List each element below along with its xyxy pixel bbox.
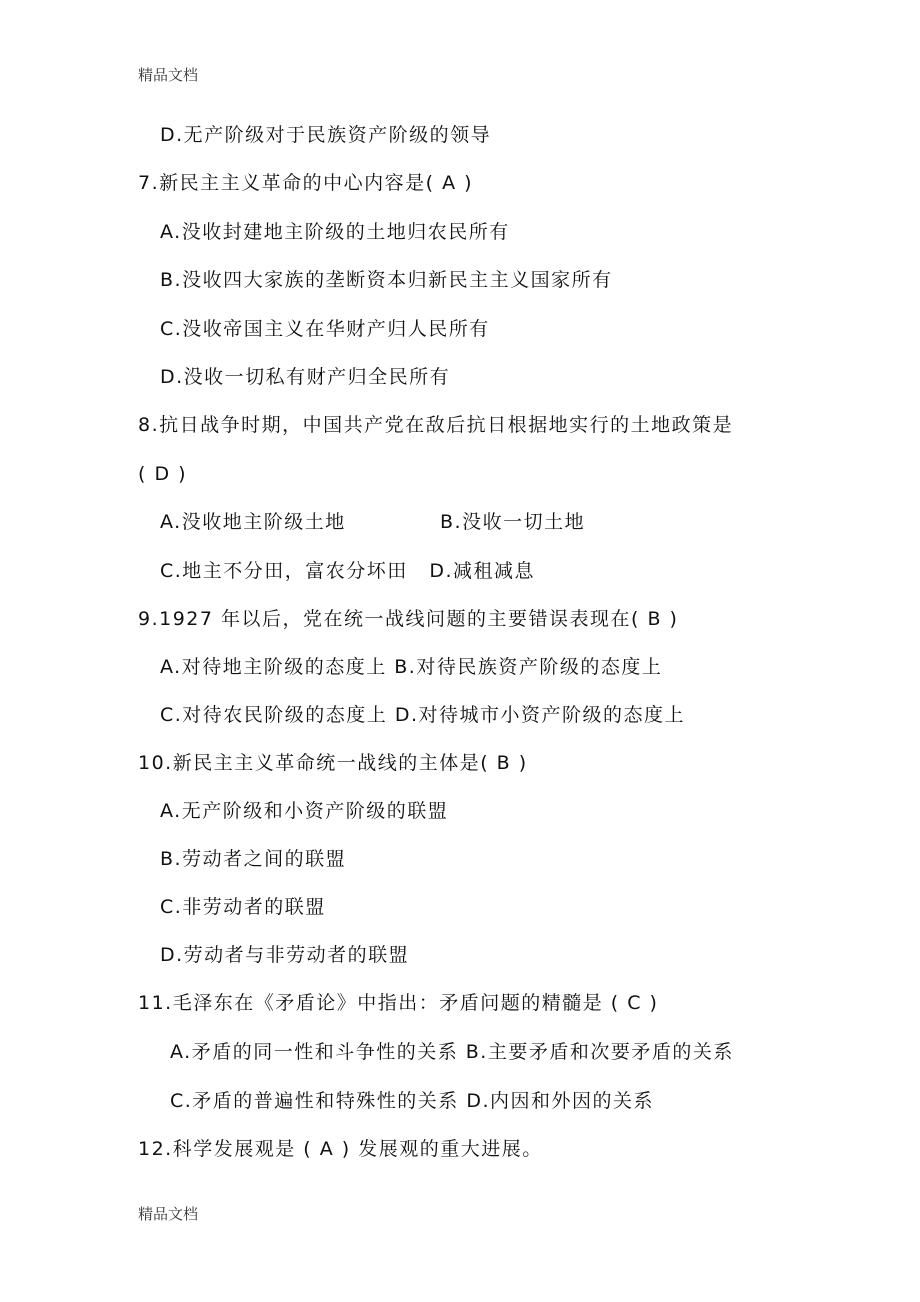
q11-options-row-1: A.矛盾的同一性和斗争性的关系 B.主要矛盾和次要矛盾的关系 bbox=[170, 1041, 734, 1063]
q10-question: 10.新民主主义革命统一战线的主体是( B ) bbox=[138, 752, 528, 774]
q8-option-b: B.没收一切土地 bbox=[440, 511, 586, 533]
q11-question: 11.毛泽东在《矛盾论》中指出：矛盾问题的精髓是 ( C ) bbox=[138, 992, 659, 1014]
q7-option-c: C.没收帝国主义在华财产归人民所有 bbox=[160, 318, 490, 340]
q7-option-b: B.没收四大家族的垄断资本归新民主主义国家所有 bbox=[160, 269, 613, 291]
q8-option-a: A.没收地主阶级土地 bbox=[160, 511, 346, 533]
q9-options-row-2: C.对待农民阶级的态度上 D.对待城市小资产阶级的态度上 bbox=[160, 704, 686, 726]
q10-option-c: C.非劳动者的联盟 bbox=[160, 896, 326, 918]
page-header: 精品文档 bbox=[138, 66, 199, 84]
q8-answer: ( D ) bbox=[138, 463, 188, 485]
q8-options-row-2 bbox=[160, 557, 535, 585]
q11-options-row-2: C.矛盾的普遍性和特殊性的关系 D.内因和外因的关系 bbox=[170, 1090, 655, 1112]
q10-option-d: D.劳动者与非劳动者的联盟 bbox=[160, 944, 410, 966]
q7-option-a: A.没收封建地主阶级的土地归农民所有 bbox=[160, 221, 510, 243]
q9-question: 9.1927 年以后，党在统一战线问题的主要错误表现在( B ) bbox=[138, 608, 679, 630]
q7-option-d: D.没收一切私有财产归全民所有 bbox=[160, 366, 451, 388]
q8-options-row-1 bbox=[160, 508, 760, 536]
page-footer: 精品文档 bbox=[138, 1205, 199, 1223]
q10-option-a: A.无产阶级和小资产阶级的联盟 bbox=[160, 800, 449, 822]
q9-options-row-1: A.对待地主阶级的态度上 B.对待民族资产阶级的态度上 bbox=[160, 656, 663, 678]
q12-question: 12.科学发展观是 ( A ) 发展观的重大进展。 bbox=[138, 1138, 543, 1160]
q8-option-d: D.减租减息 bbox=[429, 560, 536, 582]
q8-question: 8.抗日战争时期，中国共产党在敌后抗日根据地实行的土地政策是 bbox=[138, 414, 734, 436]
q10-option-b: B.劳动者之间的联盟 bbox=[160, 848, 347, 870]
q7-question: 7.新民主主义革命的中心内容是( A ) bbox=[138, 172, 474, 194]
q8-option-c: C.地主不分田，富农分坏田 bbox=[160, 560, 408, 582]
q6-option-d: D.无产阶级对于民族资产阶级的领导 bbox=[160, 124, 492, 146]
